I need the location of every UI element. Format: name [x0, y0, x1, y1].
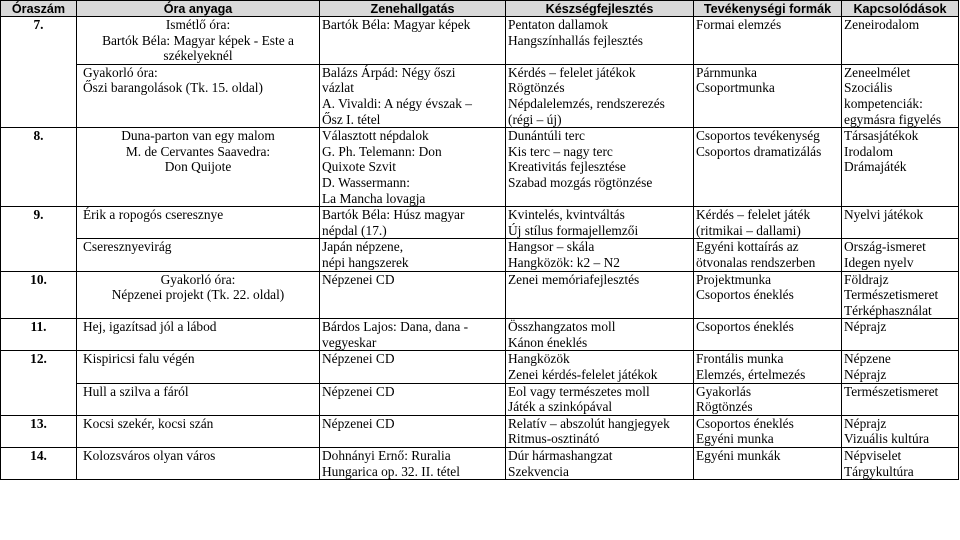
- cell-skills: [506, 448, 694, 480]
- cell-line: Gyakorló óra:: [160, 271, 236, 287]
- cell-line: Hangközök: [508, 351, 570, 367]
- cell-line: Népzenei CD: [322, 383, 395, 399]
- table-row: [1, 319, 959, 351]
- cell-line: Hangsor – skála: [508, 239, 595, 255]
- cell-lesson-number: [1, 128, 77, 207]
- lesson-number-text: 11.: [30, 319, 47, 335]
- cell-line: Csoportos éneklés: [696, 319, 794, 335]
- cell-lesson-number: [1, 415, 77, 447]
- cell-lesson-number: [1, 383, 77, 415]
- cell-listening: [320, 383, 506, 415]
- cell-line: Néprajz: [844, 367, 887, 383]
- cell-skills: [506, 415, 694, 447]
- cell-line: Csoportos tevékenység: [696, 128, 820, 144]
- cell-line: székelyeknél: [163, 48, 233, 64]
- cell-line: Társasjátékok: [844, 128, 919, 144]
- cell-line: Földrajz: [844, 271, 889, 287]
- table-row: [1, 448, 959, 480]
- cell-line: Egyéni kottaírás az: [696, 239, 799, 255]
- cell-line: Rögtönzés: [508, 80, 565, 96]
- cell-skills: [506, 319, 694, 351]
- cell-line: Párnmunka: [696, 64, 757, 80]
- cell-lesson-number: [1, 351, 77, 383]
- cell-listening: [320, 415, 506, 447]
- cell-line: Hangszínhallás fejlesztés: [508, 32, 643, 48]
- cell-line: népi hangszerek: [322, 254, 409, 270]
- table-row: [1, 351, 959, 383]
- header-lesson-material: Óra anyaga: [77, 1, 320, 17]
- cell-line: Szekvencia: [508, 463, 569, 479]
- cell-line: Pentaton dallamok: [508, 17, 609, 32]
- cell-lesson-material: [77, 351, 320, 383]
- cell-line: La Mancha lovagja: [322, 190, 426, 206]
- cell-line: Vizuális kultúra: [844, 431, 930, 447]
- cell-line: D. Wassermann:: [322, 174, 410, 190]
- cell-line: Japán népzene,: [322, 239, 404, 255]
- table-row: [1, 271, 959, 319]
- cell-line: Eol vagy természetes moll: [508, 383, 650, 399]
- cell-line: Hej, igazítsad jól a lábod: [83, 319, 217, 335]
- cell-line: Kérdés – felelet játékok: [508, 64, 636, 80]
- cell-line: Ritmus-osztinátó: [508, 431, 600, 447]
- cell-line: Őszi barangolások (Tk. 15. oldal): [83, 80, 263, 96]
- cell-line: Bárdos Lajos: Dana, dana -: [322, 319, 469, 335]
- cell-line: Kis terc – nagy terc: [508, 143, 613, 159]
- cell-listening: [320, 128, 506, 207]
- cell-listening: [320, 351, 506, 383]
- cell-line: Zeneelmélet: [844, 64, 911, 80]
- cell-line: Idegen nyelv: [844, 254, 914, 270]
- cell-lesson-material: [77, 17, 320, 65]
- cell-line: Összhangzatos moll: [508, 319, 616, 335]
- cell-line: Népdalelemzés, rendszerezés: [508, 95, 665, 111]
- cell-line: Cseresznyevirág: [83, 239, 172, 255]
- cell-skills: [506, 207, 694, 239]
- cell-connections: [842, 383, 959, 415]
- cell-lesson-material: [77, 383, 320, 415]
- cell-lesson-number: [1, 271, 77, 319]
- cell-line: (ritmikai – dallami): [696, 222, 801, 238]
- cell-line: Népzenei CD: [322, 415, 395, 431]
- cell-line: Játék a szinkópával: [508, 399, 613, 415]
- cell-line: Népzenei CD: [322, 271, 395, 287]
- cell-line: Új stílus formajellemzői: [508, 222, 639, 238]
- cell-line: Rögtönzés: [696, 399, 753, 415]
- cell-line: Szabad mozgás rögtönzése: [508, 174, 653, 190]
- cell-line: Népzene: [844, 351, 891, 367]
- cell-lesson-number: [1, 207, 77, 239]
- cell-line: Kérdés – felelet játék: [696, 207, 811, 223]
- header-connections: Kapcsolódások: [842, 1, 959, 17]
- cell-line: Ország-ismeret: [844, 239, 926, 255]
- lesson-number-text: 10.: [30, 271, 47, 287]
- cell-listening: [320, 319, 506, 351]
- table-row: [1, 64, 959, 127]
- cell-connections: [842, 415, 959, 447]
- cell-lesson-number: [1, 64, 77, 127]
- cell-line: Zenei memóriafejlesztés: [508, 271, 640, 287]
- cell-activities: [694, 383, 842, 415]
- cell-line: Elemzés, értelmezés: [696, 367, 806, 383]
- header-skills: Készségfejlesztés: [506, 1, 694, 17]
- cell-line: Kvintelés, kvintváltás: [508, 207, 625, 223]
- lesson-number-text: 12.: [30, 351, 47, 367]
- cell-line: (régi – új): [508, 111, 562, 127]
- cell-listening: [320, 448, 506, 480]
- cell-line: G. Ph. Telemann: Don: [322, 143, 442, 159]
- cell-line: egymásra figyelés: [844, 111, 942, 127]
- cell-line: M. de Cervantes Saavedra:: [125, 143, 271, 159]
- cell-connections: [842, 351, 959, 383]
- cell-line: Kreativitás fejlesztése: [508, 159, 626, 175]
- lesson-number-text: 7.: [33, 17, 44, 32]
- cell-line: Népzenei CD: [322, 351, 395, 367]
- table-row: [1, 415, 959, 447]
- cell-line: Projektmunka: [696, 271, 772, 287]
- cell-activities: [694, 207, 842, 239]
- cell-line: Kolozsváros olyan város: [83, 448, 216, 464]
- lesson-number-text: 14.: [30, 448, 47, 464]
- cell-line: Gyakorló óra:: [83, 64, 158, 80]
- cell-activities: [694, 319, 842, 351]
- cell-line: Egyéni munka: [696, 431, 774, 447]
- cell-line: Quixote Szvit: [322, 159, 397, 175]
- cell-activities: [694, 415, 842, 447]
- cell-line: Frontális munka: [696, 351, 784, 367]
- cell-activities: [694, 64, 842, 127]
- cell-activities: [694, 239, 842, 271]
- cell-listening: [320, 271, 506, 319]
- cell-line: Kánon éneklés: [508, 334, 588, 350]
- cell-line: Választott népdalok: [322, 128, 429, 144]
- cell-activities: [694, 17, 842, 65]
- table-row: [1, 207, 959, 239]
- cell-listening: [320, 17, 506, 65]
- cell-lesson-material: [77, 319, 320, 351]
- cell-line: Néprajz: [844, 415, 887, 431]
- cell-line: Népzenei projekt (Tk. 22. oldal): [111, 287, 285, 303]
- cell-line: vázlat: [322, 80, 354, 96]
- cell-skills: [506, 239, 694, 271]
- cell-line: Zeneirodalom: [844, 17, 920, 32]
- cell-line: Csoportmunka: [696, 80, 775, 96]
- cell-line: Duna-parton van egy malom: [121, 128, 275, 144]
- cell-line: Dohnányi Ernő: Ruralia: [322, 448, 451, 464]
- table-body: [1, 17, 959, 480]
- header-row: [1, 1, 959, 17]
- cell-listening: [320, 64, 506, 127]
- table-row: [1, 17, 959, 65]
- cell-lesson-number: [1, 319, 77, 351]
- cell-skills: [506, 17, 694, 65]
- cell-line: Érik a ropogós cseresznye: [83, 207, 224, 223]
- cell-line: Bartók Béla: Magyar képek: [322, 17, 471, 32]
- cell-line: Dúr hármashangzat: [508, 448, 613, 464]
- cell-activities: [694, 448, 842, 480]
- cell-line: Ősz I. tétel: [322, 111, 381, 127]
- table-row: [1, 383, 959, 415]
- cell-line: Bartók Béla: Húsz magyar: [322, 207, 465, 223]
- cell-line: Csoportos dramatizálás: [696, 143, 822, 159]
- cell-connections: [842, 17, 959, 65]
- cell-line: Térképhasználat: [844, 302, 932, 318]
- cell-lesson-material: [77, 207, 320, 239]
- cell-connections: [842, 128, 959, 207]
- cell-lesson-number: [1, 239, 77, 271]
- lesson-number-text: 8.: [33, 128, 44, 144]
- lesson-number-text: 13.: [30, 415, 47, 431]
- cell-line: Don Quijote: [164, 159, 232, 175]
- cell-lesson-material: [77, 448, 320, 480]
- cell-line: kompetenciák:: [844, 95, 923, 111]
- cell-line: Nyelvi játékok: [844, 207, 924, 223]
- cell-skills: [506, 383, 694, 415]
- cell-activities: [694, 351, 842, 383]
- cell-line: Formai elemzés: [696, 17, 782, 32]
- cell-lesson-material: [77, 239, 320, 271]
- cell-connections: [842, 271, 959, 319]
- cell-line: Zenei kérdés-felelet játékok: [508, 367, 658, 383]
- cell-line: ötvonalas rendszerben: [696, 254, 816, 270]
- cell-lesson-material: [77, 271, 320, 319]
- cell-line: Néprajz: [844, 319, 887, 335]
- cell-line: Hangközök: k2 – N2: [508, 254, 620, 270]
- cell-line: Kispiricsi falu végén: [83, 351, 195, 367]
- header-activities: Tevékenységi formák: [694, 1, 842, 17]
- cell-skills: [506, 128, 694, 207]
- cell-line: Bartók Béla: Magyar képek - Este a: [102, 32, 294, 48]
- table-row: [1, 239, 959, 271]
- cell-line: Tárgykultúra: [844, 463, 914, 479]
- cell-line: Csoportos éneklés: [696, 287, 794, 303]
- cell-lesson-number: [1, 17, 77, 65]
- cell-line: A. Vivaldi: A négy évszak –: [322, 95, 472, 111]
- cell-line: Kocsi szekér, kocsi szán: [83, 415, 214, 431]
- cell-connections: [842, 319, 959, 351]
- table-header: [1, 1, 959, 17]
- cell-line: Hungarica op. 32. II. tétel: [322, 463, 460, 479]
- cell-connections: [842, 239, 959, 271]
- cell-skills: [506, 64, 694, 127]
- cell-activities: [694, 271, 842, 319]
- cell-skills: [506, 271, 694, 319]
- cell-listening: [320, 239, 506, 271]
- cell-line: Természetismeret: [844, 287, 939, 303]
- cell-skills: [506, 351, 694, 383]
- header-listening: Zenehallgatás: [320, 1, 506, 17]
- table-row: [1, 128, 959, 207]
- cell-line: Irodalom: [844, 143, 894, 159]
- cell-connections: [842, 448, 959, 480]
- cell-line: Népviselet: [844, 448, 902, 464]
- cell-lesson-number: [1, 448, 77, 480]
- cell-line: Természetismeret: [844, 383, 939, 399]
- cell-activities: [694, 128, 842, 207]
- cell-line: Relatív – abszolút hangjegyek: [508, 415, 670, 431]
- cell-lesson-material: [77, 415, 320, 447]
- cell-line: népdal (17.): [322, 222, 387, 238]
- cell-line: Csoportos éneklés: [696, 415, 794, 431]
- cell-line: Balázs Árpád: Négy őszi: [322, 64, 456, 80]
- cell-line: vegyeskar: [322, 334, 377, 350]
- cell-connections: [842, 207, 959, 239]
- cell-line: Dunántúli terc: [508, 128, 585, 144]
- cell-line: Egyéni munkák: [696, 448, 781, 464]
- cell-line: Gyakorlás: [696, 383, 752, 399]
- cell-line: Drámajáték: [844, 159, 907, 175]
- header-lesson-number: Óraszám: [1, 1, 77, 17]
- cell-lesson-material: [77, 128, 320, 207]
- lesson-number-text: 9.: [33, 207, 44, 223]
- cell-line: Szociális: [844, 80, 893, 96]
- cell-lesson-material: [77, 64, 320, 127]
- cell-line: Hull a szilva a fáról: [83, 383, 189, 399]
- cell-connections: [842, 64, 959, 127]
- cell-line: Ismétlő óra:: [165, 17, 231, 32]
- cell-listening: [320, 207, 506, 239]
